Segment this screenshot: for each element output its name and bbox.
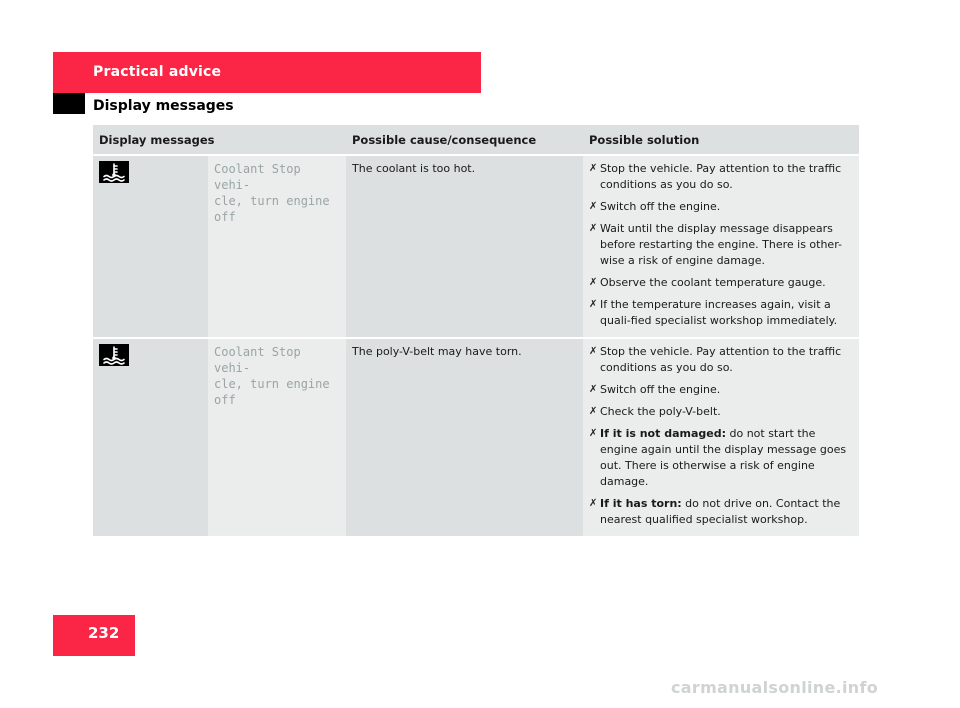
step-text: Stop the vehicle. Pay attention to the traffic conditions as you do so.	[600, 162, 842, 191]
page-number: 232	[88, 624, 120, 642]
table-row	[93, 337, 859, 536]
step-arrow-icon: ✗	[589, 428, 598, 439]
icon-cell	[93, 154, 208, 337]
step-text: Observe the coolant temperature gauge.	[600, 276, 826, 289]
page-number-tab	[53, 615, 135, 656]
page-subtitle: Display messages	[93, 98, 234, 114]
step-text: do not start the engine again until the display message goes out. There is otherwise a risk of engine damage.	[600, 427, 847, 488]
column-header-solution: Possible solution	[583, 125, 859, 154]
solution-cell	[583, 337, 859, 536]
solution-step	[589, 344, 853, 376]
step-text: If the temperature increases again, visit a quali-fied specialist workshop immediately.	[600, 298, 838, 327]
icon-cell	[93, 337, 208, 536]
column-header-cause: Possible cause/consequence	[346, 125, 583, 154]
cause-text: The poly-V-belt may have torn.	[346, 337, 583, 536]
cause-text: The coolant is too hot.	[346, 154, 583, 337]
step-arrow-icon: ✗	[589, 201, 598, 212]
step-arrow-icon: ✗	[589, 163, 598, 174]
solution-step	[589, 199, 853, 215]
coolant-temperature-icon	[99, 344, 129, 371]
solution-step	[589, 404, 853, 420]
solution-step	[589, 221, 853, 269]
display-message-text: Coolant Stop vehi- cle, turn engine off	[208, 154, 346, 337]
solution-step	[589, 161, 853, 193]
step-text: Switch off the engine.	[600, 200, 721, 213]
solution-cell	[583, 154, 859, 337]
step-arrow-icon: ✗	[589, 346, 598, 357]
solution-step	[589, 426, 853, 490]
column-header-display-messages: Display messages	[93, 125, 346, 154]
solution-step	[589, 275, 853, 291]
solution-step	[589, 382, 853, 398]
step-text: Switch off the engine.	[600, 383, 721, 396]
section-header-bar	[53, 52, 481, 93]
step-text: do not drive on. Contact the nearest qualified specialist workshop.	[600, 497, 841, 526]
step-arrow-icon: ✗	[589, 223, 598, 234]
step-arrow-icon: ✗	[589, 277, 598, 288]
section-title: Practical advice	[93, 64, 222, 80]
step-text: Check the poly-V-belt.	[600, 405, 721, 418]
solution-step	[589, 297, 853, 329]
subsection-marker	[53, 93, 85, 114]
display-message-text: Coolant Stop vehi- cle, turn engine off	[208, 337, 346, 536]
table-header-row	[93, 125, 859, 154]
step-arrow-icon: ✗	[589, 498, 598, 509]
step-arrow-icon: ✗	[589, 406, 598, 417]
coolant-temperature-icon	[99, 161, 129, 188]
step-arrow-icon: ✗	[589, 299, 598, 310]
step-condition: If it has torn:	[600, 497, 682, 510]
solution-list	[589, 161, 853, 329]
watermark: carmanualsonline.info	[671, 678, 879, 697]
step-text: Stop the vehicle. Pay attention to the traffic conditions as you do so.	[600, 345, 842, 374]
step-condition: If it is not damaged:	[600, 427, 726, 440]
step-arrow-icon: ✗	[589, 384, 598, 395]
solution-list	[589, 344, 853, 528]
display-messages-table	[93, 125, 859, 536]
table-row	[93, 154, 859, 337]
solution-step	[589, 496, 853, 528]
step-text: Wait until the display message disappears before restarting the engine. There is other-wise a risk of engine damage.	[600, 222, 842, 267]
